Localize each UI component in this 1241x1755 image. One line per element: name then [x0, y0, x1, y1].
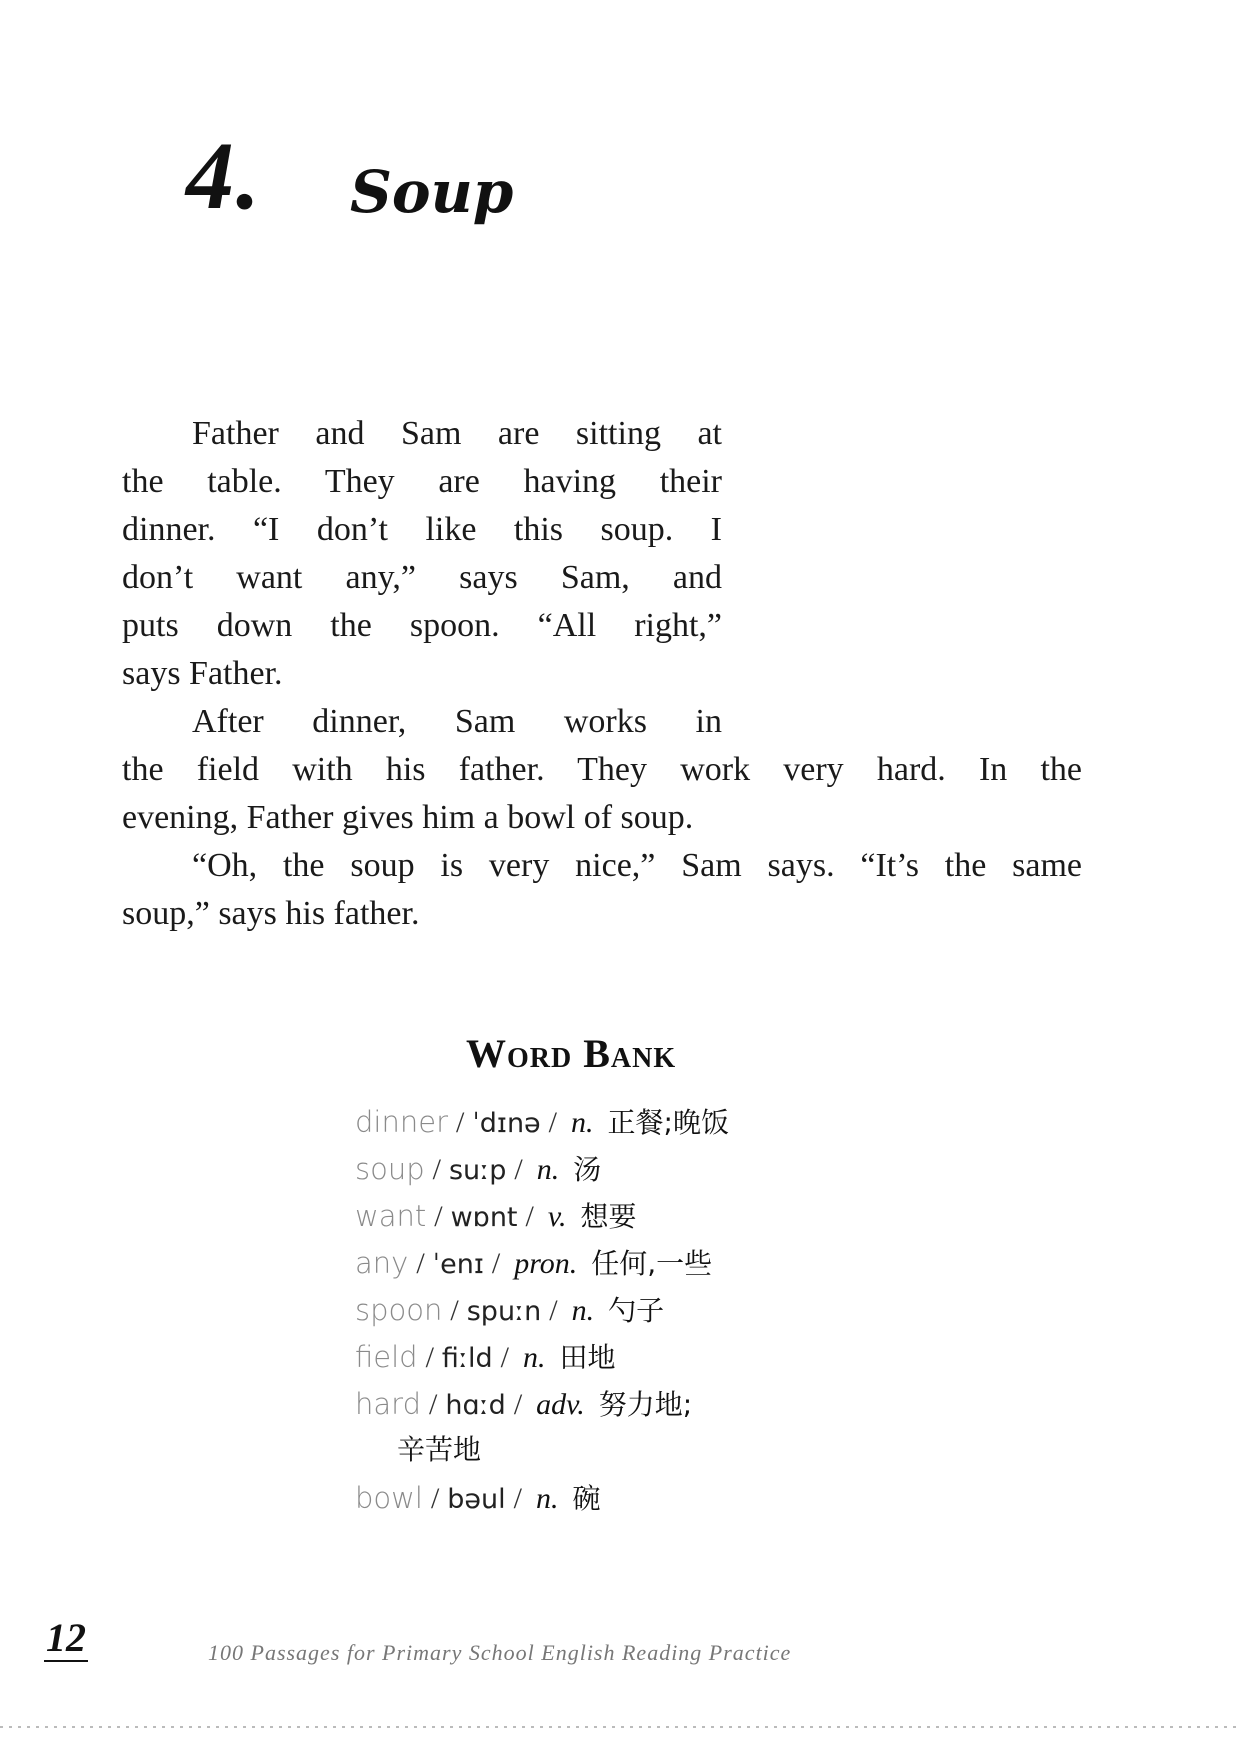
- story-line: dinner. “I don’t like this soup. I: [122, 511, 722, 548]
- entry-part-of-speech: n.: [523, 1341, 546, 1374]
- story-line: Father and Sam are sitting at: [192, 415, 722, 452]
- scan-edge-dots: [0, 1726, 1241, 1728]
- entry-pronunciation: bəul: [447, 1484, 506, 1515]
- story-line: evening, Father gives him a bowl of soup.: [122, 799, 694, 836]
- story-line: says Father.: [122, 655, 283, 692]
- word-entry-any: any / ˈenɪ / pron. 任何,一些: [355, 1246, 713, 1280]
- entry-meaning: 努力地;: [598, 1388, 693, 1421]
- word-bank-heading: Word Bank: [466, 1031, 677, 1076]
- entry-pronunciation: wɒnt: [450, 1202, 518, 1233]
- entry-part-of-speech: v.: [547, 1200, 567, 1233]
- word-entry-hard: hard / hɑːd / adv. 努力地;: [355, 1387, 693, 1421]
- entry-meaning: 汤: [573, 1153, 602, 1186]
- entry-part-of-speech: adv.: [536, 1388, 585, 1421]
- entry-word: want: [355, 1199, 427, 1233]
- entry-pronunciation: hɑːd: [445, 1390, 506, 1421]
- entry-meaning: 勺子: [608, 1294, 665, 1327]
- entry-pronunciation: spuːn: [466, 1296, 542, 1327]
- story-line: After dinner, Sam works in: [192, 703, 722, 740]
- entry-meaning: 正餐;晚饭: [607, 1106, 729, 1139]
- story-line: the table. They are having their: [122, 463, 722, 500]
- entry-word: spoon: [355, 1293, 443, 1327]
- entry-word: hard: [355, 1387, 421, 1421]
- word-entry-dinner: dinner / ˈdɪnə / n. 正餐;晚饭: [355, 1105, 729, 1139]
- entry-part-of-speech: n.: [571, 1106, 594, 1139]
- entry-pronunciation: ˈenɪ: [432, 1249, 484, 1280]
- entry-part-of-speech: pron.: [514, 1247, 578, 1280]
- entry-word: field: [355, 1340, 418, 1374]
- entry-pronunciation: ˈdɪnə: [472, 1108, 541, 1139]
- entry-meaning: 想要: [580, 1200, 637, 1233]
- word-entry-soup: soup / suːp / n. 汤: [355, 1152, 602, 1186]
- story-line: puts down the spoon. “All right,”: [122, 607, 722, 644]
- entry-pronunciation: fiːld: [441, 1343, 493, 1374]
- entry-meaning-continued: 辛苦地: [397, 1433, 482, 1466]
- story-line: don’t want any,” says Sam, and: [122, 559, 722, 596]
- story-line: the field with his father. They work very hard. In the: [122, 751, 1082, 788]
- entry-word: soup: [355, 1152, 425, 1186]
- entry-word: dinner: [355, 1105, 448, 1139]
- entry-meaning: 田地: [559, 1341, 616, 1374]
- word-entry-want: want / wɒnt / v. 想要: [355, 1199, 637, 1233]
- word-entry-bowl: bowl / bəul / n. 碗: [355, 1481, 601, 1515]
- chapter-number: 4.: [186, 122, 262, 229]
- story-line: soup,” says his father.: [122, 895, 420, 932]
- entry-part-of-speech: n.: [536, 1153, 560, 1186]
- word-entry-field: field / fiːld / n. 田地: [355, 1340, 616, 1374]
- story-line: “Oh, the soup is very nice,” Sam says. “It’s the same: [192, 847, 1082, 884]
- word-entry-spoon: spoon / spuːn / n. 勺子: [355, 1293, 665, 1327]
- entry-meaning: 任何,一些: [591, 1247, 713, 1280]
- entry-part-of-speech: n.: [571, 1294, 595, 1327]
- entry-word: bowl: [355, 1481, 423, 1515]
- page-number: 12: [46, 1615, 86, 1660]
- book-title-footer: 100 Passages for Primary School English Reading Practice: [208, 1640, 792, 1665]
- chapter-title: Soup: [350, 158, 514, 226]
- entry-part-of-speech: n.: [536, 1482, 559, 1515]
- entry-word: any: [355, 1246, 409, 1280]
- entry-pronunciation: suːp: [448, 1155, 507, 1186]
- entry-meaning: 碗: [572, 1482, 601, 1515]
